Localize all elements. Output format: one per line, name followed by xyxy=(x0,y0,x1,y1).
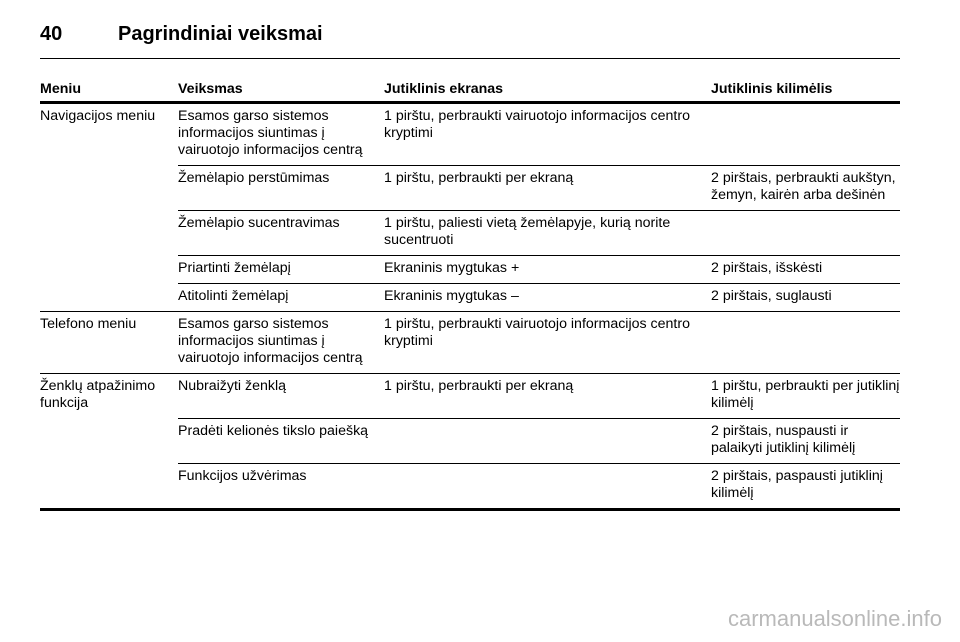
column-header-touchpad: Jutiklinis kilimėlis xyxy=(711,76,900,103)
table-row xyxy=(40,166,900,211)
plus-icon: + xyxy=(511,260,520,276)
cell-touchpad: 2 pirštais, perbraukti aukštyn, žemyn, kairėn arba dešinėn xyxy=(711,166,900,211)
cell-touchpad: 2 pirštais, nuspausti ir palaikyti jutiklinį kilimėlį xyxy=(711,419,900,464)
cell-action: Pradėti kelionės tikslo paiešką xyxy=(178,419,384,464)
minus-icon: – xyxy=(511,288,519,304)
cell-menu: Ženklų atpažinimo funkcija xyxy=(40,374,178,419)
cell-action: Žemėlapio perstūmimas xyxy=(178,166,384,211)
column-header-touchscreen: Jutiklinis ekranas xyxy=(384,76,711,103)
cell-menu xyxy=(40,284,178,312)
cell-action: Funkcijos užvėrimas xyxy=(178,464,384,510)
cell-menu xyxy=(40,464,178,510)
page-title: Pagrindiniai veiksmai xyxy=(118,22,323,45)
cell-touchscreen: 1 pirštu, perbraukti per ekraną xyxy=(384,166,711,211)
cell-menu xyxy=(40,256,178,284)
operations-table xyxy=(40,76,900,511)
cell-touchscreen xyxy=(384,256,711,284)
table-row xyxy=(40,284,900,312)
cell-menu xyxy=(40,419,178,464)
table-row xyxy=(40,419,900,464)
table-row xyxy=(40,464,900,510)
cell-touchpad: 2 pirštais, paspausti jutiklinį kilimėlį xyxy=(711,464,900,510)
table-row xyxy=(40,103,900,166)
table-header-row xyxy=(40,76,900,103)
cell-menu: Telefono meniu xyxy=(40,312,178,374)
table-row xyxy=(40,374,900,419)
cell-action: Esamos garso sistemos informacijos siuntimas į vairuotojo informacijos centrą xyxy=(178,312,384,374)
cell-touchscreen: 1 pirštu, perbraukti vairuotojo informacijos centro kryptimi xyxy=(384,312,711,374)
cell-touchscreen: 1 pirštu, perbraukti vairuotojo informacijos centro kryptimi xyxy=(384,108,690,141)
cell-menu xyxy=(40,211,178,256)
cell-touchpad: 2 pirštais, suglausti xyxy=(711,284,900,312)
cell-touchpad xyxy=(711,312,900,374)
column-header-action: Veiksmas xyxy=(178,76,384,103)
table-row xyxy=(40,256,900,284)
cell-action: Žemėlapio sucentravimas xyxy=(178,211,384,256)
cell-touchscreen: 1 pirštu, perbraukti per ekraną xyxy=(384,374,711,419)
cell-action: Nubraižyti ženklą xyxy=(178,374,384,419)
header-rule xyxy=(40,58,900,59)
cell-touchscreen xyxy=(384,419,711,464)
cell-touchpad: 1 pirštu, perbraukti per jutiklinį kilimėlį xyxy=(711,374,900,419)
cell-touchscreen xyxy=(384,284,711,312)
watermark: carmanualsonline.info xyxy=(727,606,942,631)
cell-touchscreen xyxy=(384,464,711,510)
cell-touchpad: 2 pirštais, išskėsti xyxy=(711,256,900,284)
cell-action: Atitolinti žemėlapį xyxy=(178,284,384,312)
cell-touchscreen-text: Ekraninis mygtukas xyxy=(384,288,508,304)
cell-action: Priartinti žemėlapį xyxy=(178,256,384,284)
cell-menu xyxy=(40,166,178,211)
cell-touchscreen-text: Ekraninis mygtukas xyxy=(384,260,508,276)
column-header-menu: Meniu xyxy=(40,76,178,103)
table-row xyxy=(40,211,900,256)
cell-touchpad xyxy=(711,103,900,166)
cell-menu: Navigacijos meniu xyxy=(40,108,156,124)
cell-action: Esamos garso sistemos informacijos siuntimas į vairuotojo informacijos centrą xyxy=(178,108,363,158)
page-number: 40 xyxy=(40,22,63,45)
cell-touchscreen: 1 pirštu, paliesti vietą žemėlapyje, kurią norite sucentruoti xyxy=(384,211,711,256)
table-row xyxy=(40,312,900,374)
cell-touchpad xyxy=(711,211,900,256)
page-header xyxy=(40,14,323,54)
